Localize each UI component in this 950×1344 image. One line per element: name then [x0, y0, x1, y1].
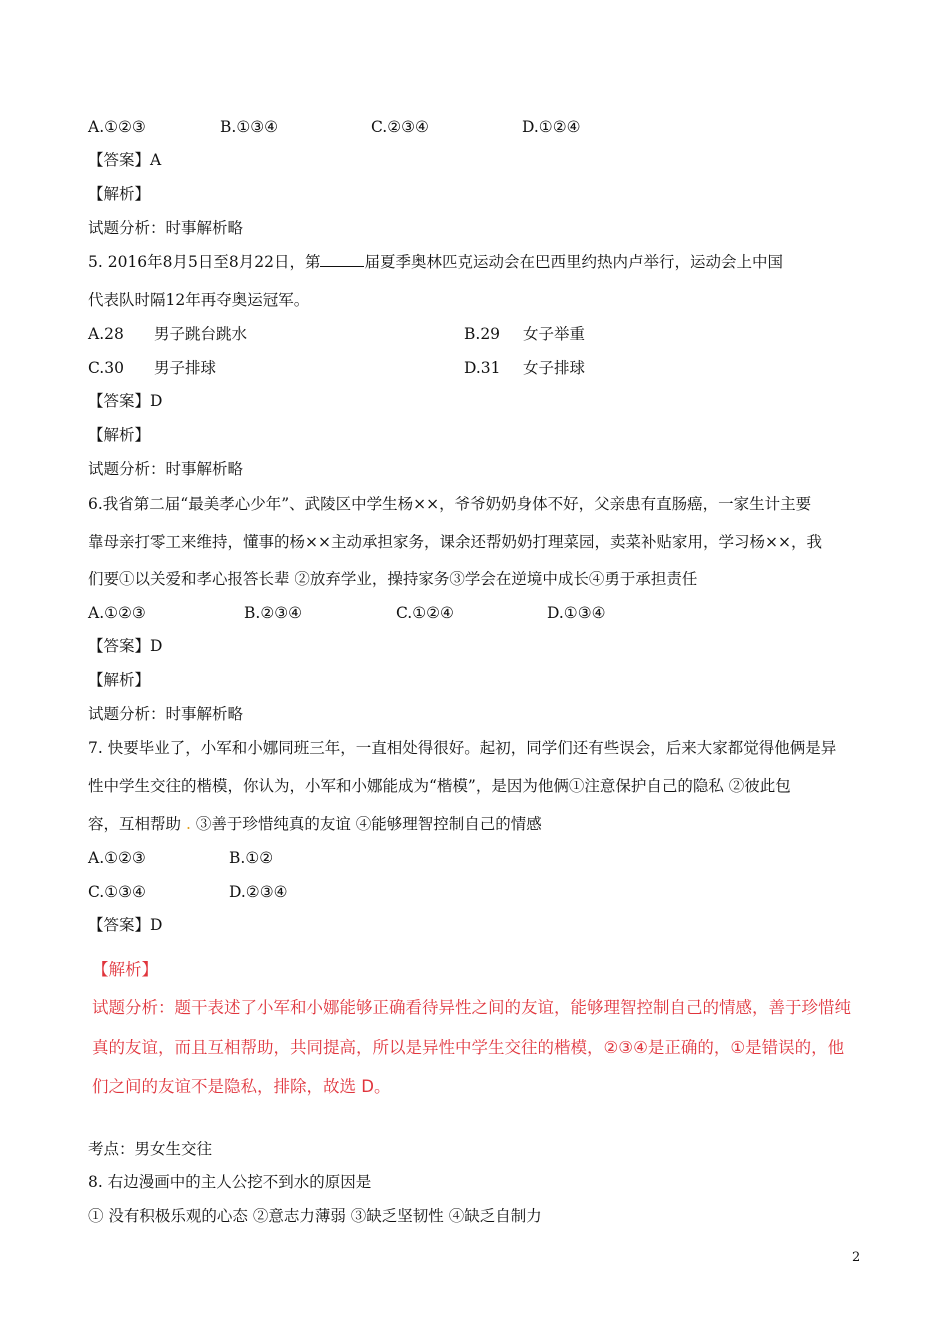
q7-analysis-head: 【解析】 [92, 960, 158, 979]
q7-kaodian: 考点：男女生交往 [88, 1140, 213, 1158]
q7-analysis-line2: 真的友谊，而且互相帮助，共同提高，所以是异性中学生交往的楷模，②③④是正确的，①是错误的，他 [92, 1038, 845, 1057]
q6-stem-line3: 们要①以关爱和孝心报答长辈 ②放弃学业，操持家务③学会在逆境中成长④勇于承担责任 [88, 570, 698, 588]
q6-option-c: C.①②④ [396, 604, 454, 622]
q7-stem-line3-tail: ③善于珍惜纯真的友谊 ④能够理智控制自己的情感 [195, 815, 542, 833]
q4-answer: 【答案】A [88, 151, 162, 169]
q7-analysis-line1: 试题分析：题干表述了小军和小娜能够正确看待异性之间的友谊，能够理智控制自己的情感，善于珍惜纯 [92, 998, 851, 1017]
q5-option-c-letter: C.30 [88, 359, 124, 377]
q4-option-a: A.①②③ [88, 118, 146, 136]
q7-option-a: A.①②③ [88, 849, 146, 867]
q5-option-a-letter: A.28 [88, 325, 124, 343]
q7-option-c: C.①③④ [88, 883, 146, 901]
q6-stem-line2: 靠母亲打零工来维持，懂事的杨××主动承担家务，课余还帮奶奶打理菜园，卖菜补贴家用，学习杨××，我 [88, 533, 822, 551]
q7-answer: 【答案】D [88, 916, 163, 934]
q4-analysis: 试题分析：时事解析略 [88, 219, 244, 237]
fill-blank [320, 252, 364, 267]
q6-analysis: 试题分析：时事解析略 [88, 705, 244, 723]
q7-stem-line3-head: 容，互相帮助 [88, 815, 182, 833]
q7-option-d: D.②③④ [229, 883, 288, 901]
q7-dot-mark: . [185, 815, 191, 833]
q7-analysis-line3: 们之间的友谊不是隐私，排除，故选 D。 [92, 1077, 391, 1096]
q4-option-d: D.①②④ [522, 118, 581, 136]
q5-analysis-head: 【解析】 [88, 426, 151, 444]
q5-stem-part1: 5. 2016年8月5日至8月22日，第 [88, 253, 321, 271]
q4-analysis-head: 【解析】 [88, 185, 151, 203]
q6-stem-line1: 6.我省第二届“最美孝心少年”、武陵区中学生杨××，爷爷奶奶身体不好，父亲患有直肠癌，一家生计主要 [88, 495, 812, 513]
q7-stem-line3 [88, 814, 542, 834]
q8-stem: 8. 右边漫画中的主人公挖不到水的原因是 [88, 1173, 372, 1191]
q6-option-d: D.①③④ [547, 604, 606, 622]
q6-option-b: B.②③④ [244, 604, 303, 622]
q5-option-b-text: 女子举重 [523, 325, 586, 343]
q4-option-b: B.①③④ [220, 118, 279, 136]
q5-option-d-text: 女子排球 [523, 359, 586, 377]
q6-answer: 【答案】D [88, 637, 163, 655]
q5-option-d-letter: D.31 [464, 359, 501, 377]
q5-stem-line1 [88, 252, 783, 272]
q7-stem-line2: 性中学生交往的楷模，你认为，小军和小娜能成为“楷模”，是因为他俩①注意保护自己的隐私 ②彼此包 [88, 777, 791, 795]
q5-answer: 【答案】D [88, 392, 163, 410]
q5-option-a-text: 男子跳台跳水 [154, 325, 248, 343]
q6-option-a: A.①②③ [88, 604, 146, 622]
q7-option-b: B.①② [229, 849, 274, 867]
q4-option-c: C.②③④ [371, 118, 429, 136]
q5-stem-line2: 代表队时隔12年再夺奥运冠军。 [88, 291, 310, 309]
q5-stem-part2: 届夏季奥林匹克运动会在巴西里约热内卢举行，运动会上中国 [364, 253, 783, 271]
q5-option-c-text: 男子排球 [154, 359, 217, 377]
page-number: 2 [852, 1250, 861, 1265]
q5-analysis: 试题分析：时事解析略 [88, 460, 244, 478]
q5-option-b-letter: B.29 [464, 325, 501, 343]
q6-analysis-head: 【解析】 [88, 671, 151, 689]
q7-stem-line1: 7. 快要毕业了，小军和小娜同班三年，一直相处得很好。起初，同学们还有些误会，后来大家都觉得他俩是异 [88, 739, 837, 757]
q8-options: ① 没有积极乐观的心态 ②意志力薄弱 ③缺乏坚韧性 ④缺乏自制力 [88, 1207, 542, 1225]
